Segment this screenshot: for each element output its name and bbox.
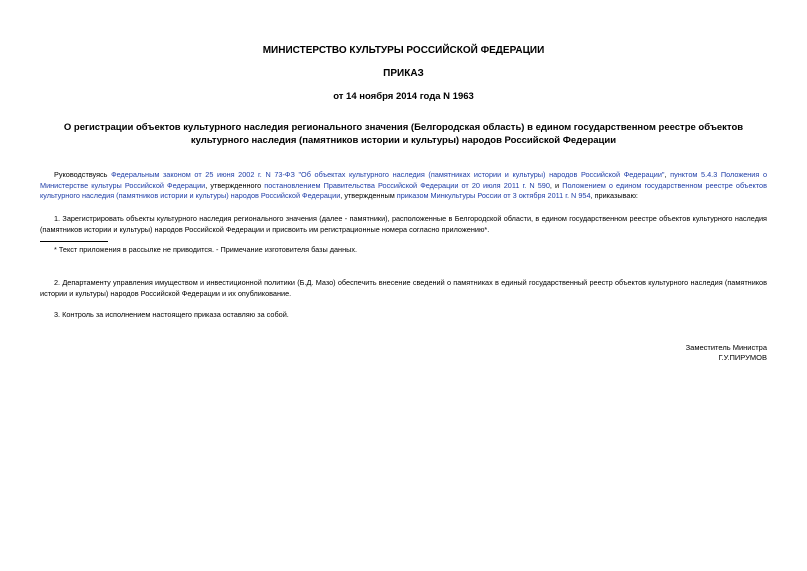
ministry-order-link[interactable]: приказом Минкультуры России от 3 октября 2011 г. N 954 xyxy=(396,191,591,200)
item-1-paragraph: 1. Зарегистрировать объекты культурного наследия регионального значения (далее - памятники), расположенные в Белгородской области, в едином государственном реестре объектов культурного наследия (памятников истории и культуры) народов Российской Федерации и присвоить им регистрационные номера согласно приложению*. xyxy=(40,214,767,234)
date-number-heading: от 14 ноября 2014 года N 1963 xyxy=(333,91,474,102)
preamble-paragraph xyxy=(40,170,767,202)
subject-heading: О регистрации объектов культурного наследия регионального значения (Белгородская область) в едином государственном реестре объектов культурного наследия (памятников истории и культуры) народов Российской Федерации xyxy=(63,122,744,146)
ministry-heading: МИНИСТЕРСТВО КУЛЬТУРЫ РОССИЙСКОЙ ФЕДЕРАЦИИ xyxy=(262,45,545,56)
footnote-text: * Текст приложения в рассылке не приводится. - Примечание изготовителя базы данных. xyxy=(54,245,358,254)
preamble-text-5: , утвержденным xyxy=(340,191,397,200)
preamble-text-2: , xyxy=(664,170,671,179)
ministry-regulation-link[interactable]: пунктом 5.4.3 Положения о Министерстве культуры Российской Федерации xyxy=(40,170,768,190)
preamble-text-6: , приказываю: xyxy=(590,191,638,200)
government-decree-link[interactable]: постановлением Правительства Российской Федерации от 20 июля 2011 г. N 590 xyxy=(264,180,550,190)
signature-name: Г.У.ПИРУМОВ xyxy=(718,353,767,362)
document-type-heading: ПРИКАЗ xyxy=(383,68,424,79)
item-2-paragraph: 2. Департаменту управления имуществом и инвестиционной политики (Б.Д. Мазо) обеспечить внесение сведений о памятниках в единый государственный реестр объектов культурного наследия (памятников истории и культуры) народов Российской Федерации и их опубликование. xyxy=(40,278,767,298)
federal-law-link[interactable]: Федеральным законом от 25 июня 2002 г. N 73-ФЗ "Об объектах культурного наследия (памятниках истории и культуры) народов Российской Федерации" xyxy=(111,170,665,179)
preamble-text-1: Руководствуясь xyxy=(54,170,112,179)
preamble-text-4: , и xyxy=(549,180,563,190)
preamble-text-3: , утвержденного xyxy=(205,180,265,190)
registry-regulation-link[interactable]: Положением о едином государственном реестре объектов культурного наследия (памятников истории и культуры) народов Российской Федерации xyxy=(40,180,767,200)
signature-position: Заместитель Министра xyxy=(685,343,767,352)
item-3-paragraph: 3. Контроль за исполнением настоящего приказа оставляю за собой. xyxy=(54,310,289,319)
footnote-divider xyxy=(40,241,108,242)
